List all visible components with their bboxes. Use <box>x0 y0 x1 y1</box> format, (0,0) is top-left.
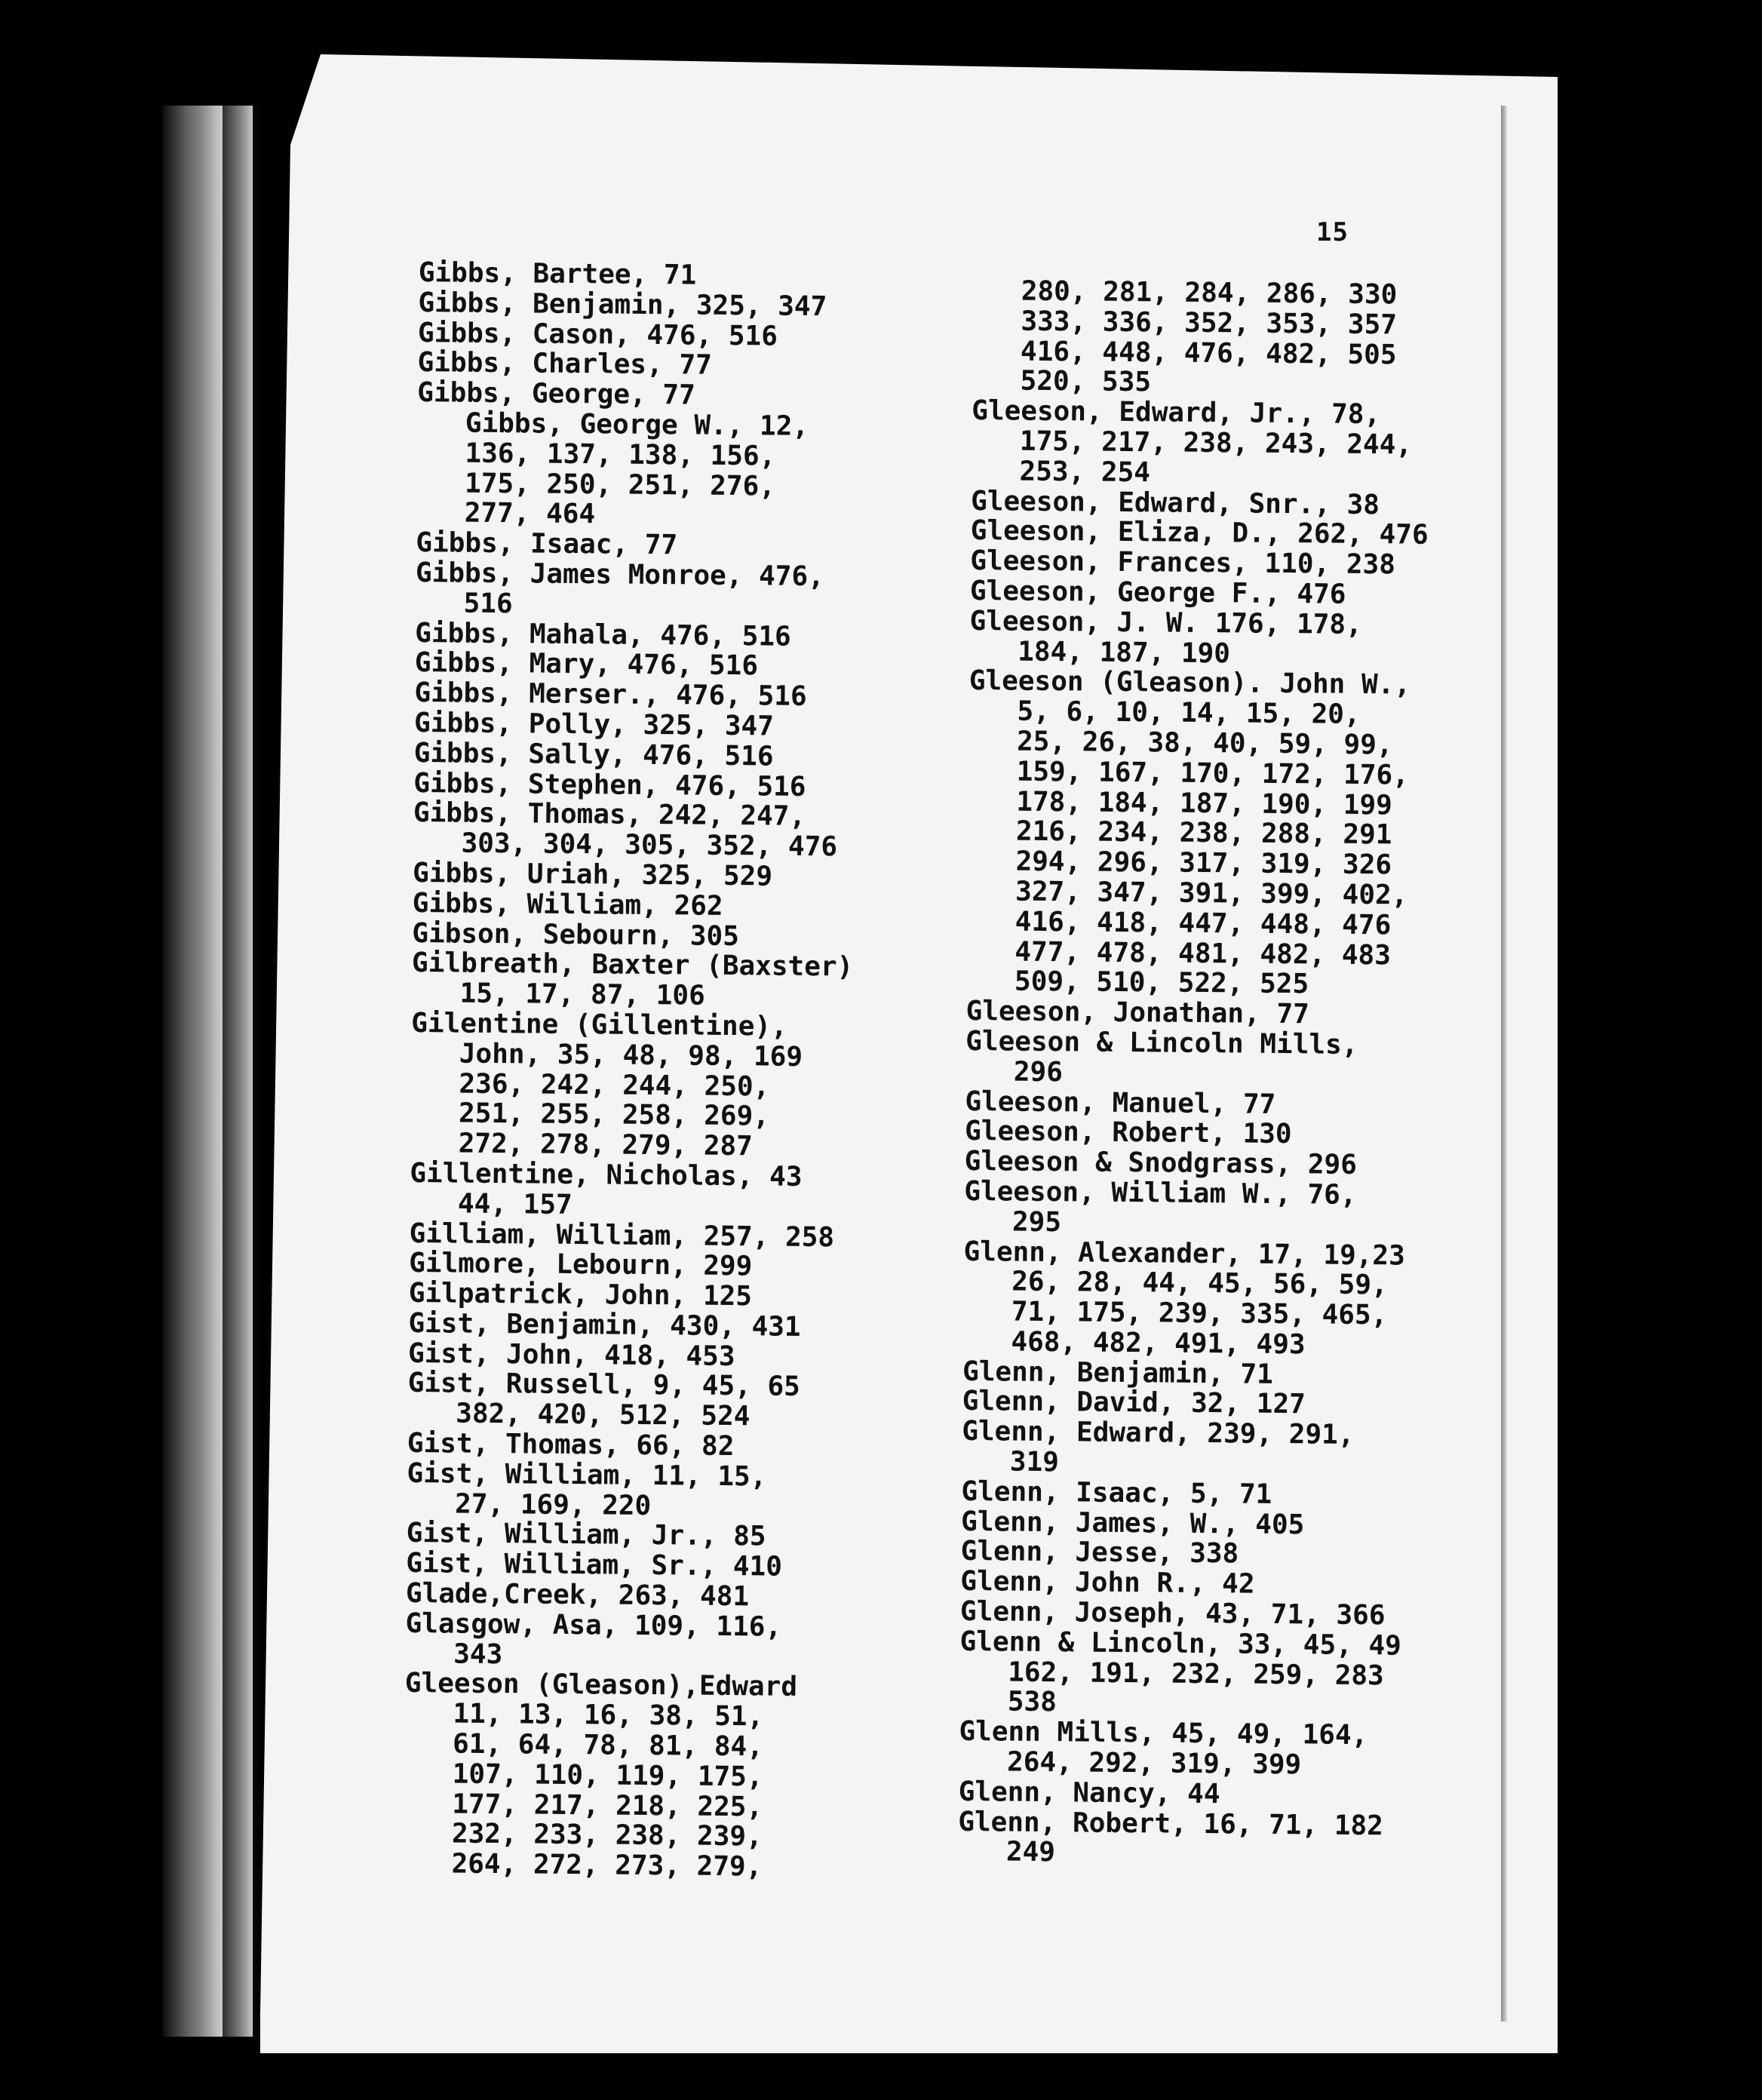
index-continuation-line: 416, 418, 447, 448, 476 <box>1015 906 1392 941</box>
index-entry: Gilentine (Gillentine), <box>411 1007 787 1042</box>
index-entry: Glenn, James, W., 405 <box>960 1506 1305 1540</box>
index-entry: Gibbs, Mahala, 476, 516 <box>415 617 791 652</box>
index-entry: Glenn, Robert, 16, 71, 182 <box>958 1806 1384 1841</box>
index-entry: Gleeson, William W., 76, <box>964 1175 1357 1211</box>
index-continuation-line: 416, 448, 476, 482, 505 <box>1020 336 1397 370</box>
index-continuation-line: 253, 254 <box>1019 456 1151 489</box>
index-continuation-line: 159, 167, 170, 172, 176, <box>1016 756 1410 791</box>
index-entry: Glade,Creek, 263, 481 <box>405 1577 750 1613</box>
index-entry: Glenn & Lincoln, 33, 45, 49 <box>959 1626 1401 1662</box>
index-entry: Glenn, Alexander, 17, 19,23 <box>963 1236 1405 1272</box>
index-continuation-line: 264, 292, 319, 399 <box>1006 1746 1302 1781</box>
index-entry: Gleeson, George F., 476 <box>969 575 1346 610</box>
index-continuation-line: 26, 28, 44, 45, 56, 59, <box>1011 1266 1388 1301</box>
index-entry: Glenn, Joseph, 43, 71, 366 <box>959 1595 1386 1632</box>
index-entry: Gleeson, J. W. 176, 178, <box>969 605 1362 640</box>
index-entry: Gilpatrick, John, 125 <box>408 1278 753 1312</box>
index-continuation-line: 295 <box>1011 1206 1062 1238</box>
index-continuation-line: 264, 272, 273, 279, <box>451 1848 763 1883</box>
index-continuation-line: 296 <box>1013 1056 1064 1088</box>
index-continuation-line: 509, 510, 522, 525 <box>1014 966 1309 1000</box>
index-continuation-line: 251, 255, 258, 269, <box>458 1098 770 1132</box>
index-continuation-line: 177, 217, 218, 225, <box>452 1788 763 1823</box>
index-entry: Gleeson, Frances, 110, 238 <box>970 545 1396 581</box>
gutter-shadow <box>223 106 260 2037</box>
index-entry: Glenn, John R., 42 <box>960 1566 1255 1600</box>
index-continuation-line: 468, 482, 491, 493 <box>1011 1326 1306 1361</box>
index-entry: Gleeson, Edward, Jr., 78, <box>972 395 1381 431</box>
index-continuation-line: 520, 535 <box>1020 365 1152 398</box>
index-continuation-line: 44, 157 <box>457 1188 572 1220</box>
index-entry: Gleeson, Manuel, 77 <box>965 1085 1276 1120</box>
index-entry: Gilmore, Lebourn, 299 <box>409 1248 753 1282</box>
index-continuation-line: 27, 169, 220 <box>454 1488 652 1521</box>
index-continuation-line: 249 <box>1005 1836 1056 1868</box>
index-entry: Gibbs, William, 262 <box>412 887 723 922</box>
index-continuation-line: 277, 464 <box>464 497 596 530</box>
index-entry: Gibbs, George, 77 <box>417 377 695 411</box>
index-entry: Gleeson (Gleason),Edward <box>404 1668 798 1703</box>
index-entry: Gleeson, Jonathan, 77 <box>965 996 1309 1030</box>
index-entry: Gist, William, 11, 15, <box>407 1457 767 1493</box>
index-continuation-line: 272, 278, 279, 287 <box>458 1128 754 1162</box>
index-entry: Gibbs, Charles, 77 <box>417 347 712 382</box>
index-continuation-line: Gibbs, George W., 12, <box>465 407 809 442</box>
index-continuation-line: 294, 296, 317, 319, 326 <box>1015 846 1392 881</box>
page-edge-rule <box>1501 106 1507 2022</box>
index-entry: Gleeson, Edward, Snr., 38 <box>970 485 1380 520</box>
index-entry: Gist, William, Jr., 85 <box>406 1518 766 1552</box>
index-entry: Glenn Mills, 45, 49, 164, <box>959 1716 1368 1752</box>
index-entry: Glenn, Jesse, 338 <box>960 1536 1239 1570</box>
index-continuation-line: 11, 13, 16, 38, 51, <box>453 1698 764 1733</box>
index-continuation-line: 333, 336, 352, 353, 357 <box>1021 305 1398 341</box>
index-continuation-line: 538 <box>1007 1686 1058 1718</box>
index-entry: Gibbs, Isaac, 77 <box>416 527 678 561</box>
index-continuation-line: 15, 17, 87, 106 <box>459 978 705 1012</box>
index-continuation-line: 327, 347, 391, 399, 402, <box>1015 876 1408 911</box>
index-continuation-line: 280, 281, 284, 286, 330 <box>1021 275 1398 311</box>
index-entry: Gibbs, Benjamin, 325, 347 <box>418 287 827 322</box>
index-continuation-line: 175, 250, 251, 276, <box>464 468 776 502</box>
index-entry: Gist, William, Sr., 410 <box>406 1548 783 1583</box>
index-continuation-line: 162, 191, 232, 259, 283 <box>1008 1656 1384 1691</box>
index-entry: Gilliam, William, 257, 258 <box>409 1217 835 1253</box>
index-entry: Gleeson & Snodgrass, 296 <box>964 1146 1358 1181</box>
index-entry: Gibbs, Uriah, 325, 529 <box>412 857 773 892</box>
index-entry: Gibbs, Polly, 325, 347 <box>413 707 775 742</box>
index-entry: Gibbs, Merser., 476, 516 <box>414 677 807 713</box>
index-entry: Gillentine, Nicholas, 43 <box>410 1157 803 1193</box>
index-continuation-line: 184, 187, 190 <box>1018 636 1231 669</box>
index-entry: Gibbs, James Monroe, 476, <box>415 557 825 593</box>
page-number: 15 <box>1316 217 1349 247</box>
index-column-left <box>403 258 860 1884</box>
index-continuation-line: 5, 6, 10, 14, 15, 20, <box>1017 695 1361 731</box>
index-entry: Glenn, Benjamin, 71 <box>962 1355 1274 1390</box>
index-entry: Gibbs, Sally, 476, 516 <box>413 737 774 772</box>
index-entry: Gilbreath, Baxter (Baxster) <box>411 947 854 983</box>
index-entry: Gist, John, 418, 453 <box>407 1337 735 1372</box>
index-entry: Gleeson & Lincoln Mills, <box>965 1025 1358 1061</box>
index-entry: Gist, Benjamin, 430, 431 <box>408 1307 801 1343</box>
index-continuation-line: 382, 420, 512, 524 <box>456 1398 751 1432</box>
index-continuation-line: 61, 64, 78, 81, 84, <box>452 1728 764 1763</box>
index-entry: Gleeson, Robert, 130 <box>964 1116 1292 1150</box>
index-entry: Gist, Russell, 9, 45, 65 <box>407 1368 801 1403</box>
index-entry: Glenn, Isaac, 5, 71 <box>961 1475 1272 1510</box>
index-entry: Gist, Thomas, 66, 82 <box>407 1428 735 1463</box>
index-entry: Glenn, Nancy, 44 <box>958 1776 1220 1810</box>
index-entry: Gibbs, Cason, 476, 516 <box>417 317 778 352</box>
index-continuation-line: 178, 184, 187, 190, 199 <box>1016 786 1392 821</box>
index-entry: Gleeson, Eliza, D., 262, 476 <box>970 515 1429 551</box>
index-continuation-line: 71, 175, 239, 335, 465, <box>1011 1296 1388 1331</box>
index-continuation-line: 236, 242, 244, 250, <box>459 1068 770 1103</box>
index-entry: Gleeson (Gleason). John W., <box>968 665 1411 701</box>
index-continuation-line: John, 35, 48, 98, 169 <box>459 1038 803 1073</box>
index-entry: Glenn, Edward, 239, 291, <box>962 1416 1355 1451</box>
index-entry: Glenn, David, 32, 127 <box>962 1386 1306 1420</box>
index-continuation-line: 232, 233, 238, 239, <box>451 1818 763 1853</box>
index-entry: Gibson, Sebourn, 305 <box>412 917 740 952</box>
index-continuation-line: 175, 217, 238, 243, 244, <box>1019 425 1413 461</box>
index-continuation-line: 319 <box>1009 1446 1060 1478</box>
index-entry: Glasgow, Asa, 109, 116, <box>405 1607 782 1643</box>
index-continuation-line: 216, 234, 238, 288, 291 <box>1015 815 1392 851</box>
index-continuation-line: 107, 110, 119, 175, <box>452 1758 763 1793</box>
index-entry: Gibbs, Bartee, 71 <box>418 257 697 291</box>
index-continuation-line: 136, 137, 138, 156, <box>465 438 776 472</box>
index-continuation-line: 516 <box>463 588 513 619</box>
index-entry: Gibbs, Thomas, 242, 247, <box>413 797 806 833</box>
index-continuation-line: 303, 304, 305, 352, 476 <box>461 827 838 863</box>
index-continuation-line: 25, 26, 38, 40, 59, 99, <box>1016 726 1393 761</box>
index-entry: Gibbs, Stephen, 476, 516 <box>413 767 806 803</box>
index-entry: Gibbs, Mary, 476, 516 <box>414 647 759 682</box>
index-column-right <box>958 276 1431 1871</box>
index-continuation-line: 477, 478, 481, 482, 483 <box>1015 936 1392 971</box>
index-continuation-line: 343 <box>453 1638 503 1670</box>
